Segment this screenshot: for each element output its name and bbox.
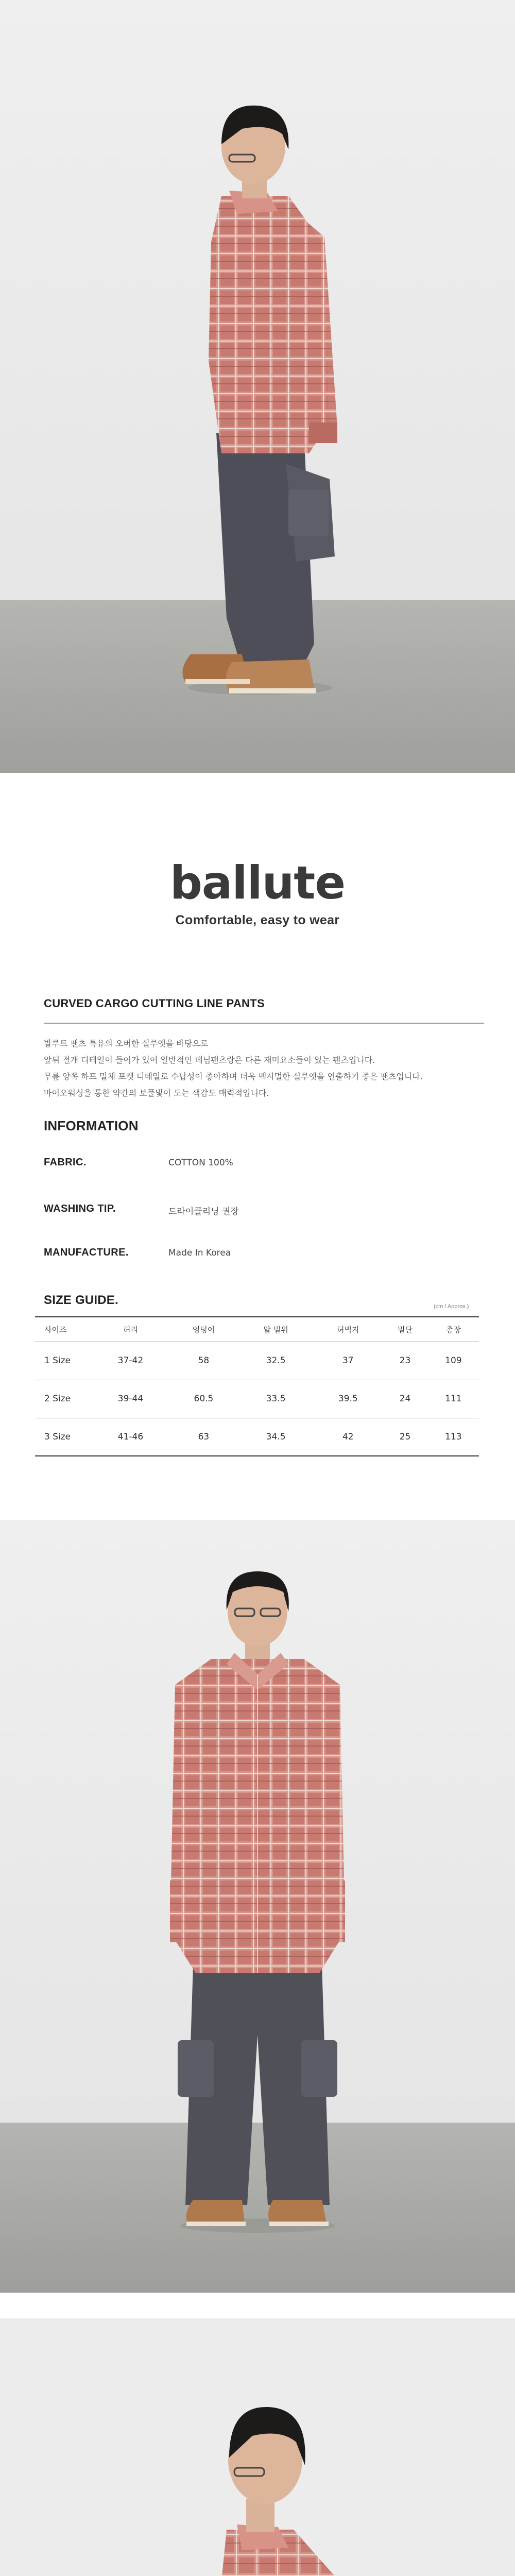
table-cell: 24 [382, 1380, 428, 1418]
table-cell: 58 [169, 1342, 238, 1380]
table-cell: 109 [428, 1342, 479, 1380]
info-label: FABRIC. [44, 1157, 87, 1168]
column-header: 허리 [92, 1317, 169, 1342]
table-cell: 42 [314, 1418, 382, 1456]
info-value: COTTON 100% [168, 1158, 233, 1168]
table-cell: 2 Size [35, 1380, 92, 1418]
product-photo-closeup [0, 2318, 515, 2576]
info-label: WASHING TIP. [44, 1203, 116, 1214]
info-value: 드라이클리닝 권장 [168, 1207, 239, 1217]
table-cell: 39.5 [314, 1380, 382, 1418]
info-row-washing [44, 1203, 487, 1218]
brand-block [0, 856, 515, 928]
table-cell: 37-42 [92, 1342, 169, 1380]
column-header: 엉덩이 [169, 1317, 238, 1342]
table-cell: 113 [428, 1418, 479, 1456]
table-cell: 1 Size [35, 1342, 92, 1380]
table-row [35, 1380, 479, 1418]
column-header: 사이즈 [35, 1317, 92, 1342]
table-cell: 23 [382, 1342, 428, 1380]
description-line: 앞뒤 절개 디테일이 들어가 있어 일반적인 데님팬츠랑은 다른 재미요소들이 있는 팬츠입니다. [44, 1055, 375, 1065]
product-description [44, 1036, 487, 1101]
table-cell: 41-46 [92, 1418, 169, 1456]
table-cell: 37 [314, 1342, 382, 1380]
description-line: 무릎 양쪽 하프 밀체 포켓 디테일로 수납성이 좋아하며 더욱 멕시멀한 실루엣을 연출하기 좋은 팬츠입니다. [44, 1072, 423, 1081]
table-cell: 39-44 [92, 1380, 169, 1418]
title-divider [44, 1023, 484, 1024]
brand-tagline: Comfortable, easy to wear [175, 913, 340, 927]
column-header: 총장 [428, 1317, 479, 1342]
unit-note: (cm / Approx.) [434, 1303, 469, 1310]
information-heading: INFORMATION [44, 1118, 139, 1133]
info-label: MANUFACTURE. [44, 1247, 129, 1258]
product-photo-front [0, 1520, 515, 2293]
info-row-fabric [44, 1157, 487, 1172]
description-line: 바이오워싱을 통한 약간의 보풀빛이 도는 색감도 매력적입니다. [44, 1088, 269, 1098]
product-title: CURVED CARGO CUTTING LINE PANTS [44, 997, 265, 1010]
table-cell: 32.5 [238, 1342, 314, 1380]
table-cell: 63 [169, 1418, 238, 1456]
table-row [35, 1418, 479, 1456]
size-guide-heading: SIZE GUIDE. [44, 1293, 118, 1307]
table-cell: 33.5 [238, 1380, 314, 1418]
description-line: 발루트 팬츠 특유의 오버한 실루엣을 바탕으로 [44, 1039, 209, 1048]
table-cell: 25 [382, 1418, 428, 1456]
table-cell: 3 Size [35, 1418, 92, 1456]
table-cell: 34.5 [238, 1418, 314, 1456]
table-cell: 60.5 [169, 1380, 238, 1418]
column-header: 밑단 [382, 1317, 428, 1342]
table-header-row [35, 1317, 479, 1342]
column-header: 허벅지 [314, 1317, 382, 1342]
brand-logo: ballute [169, 856, 346, 909]
size-table [35, 1316, 479, 1456]
table-cell: 111 [428, 1380, 479, 1418]
info-row-manufacture [44, 1247, 487, 1262]
column-header: 알 밑위 [238, 1317, 314, 1342]
table-row [35, 1342, 479, 1380]
product-photo-side [0, 0, 515, 773]
info-value: Made In Korea [168, 1248, 231, 1258]
